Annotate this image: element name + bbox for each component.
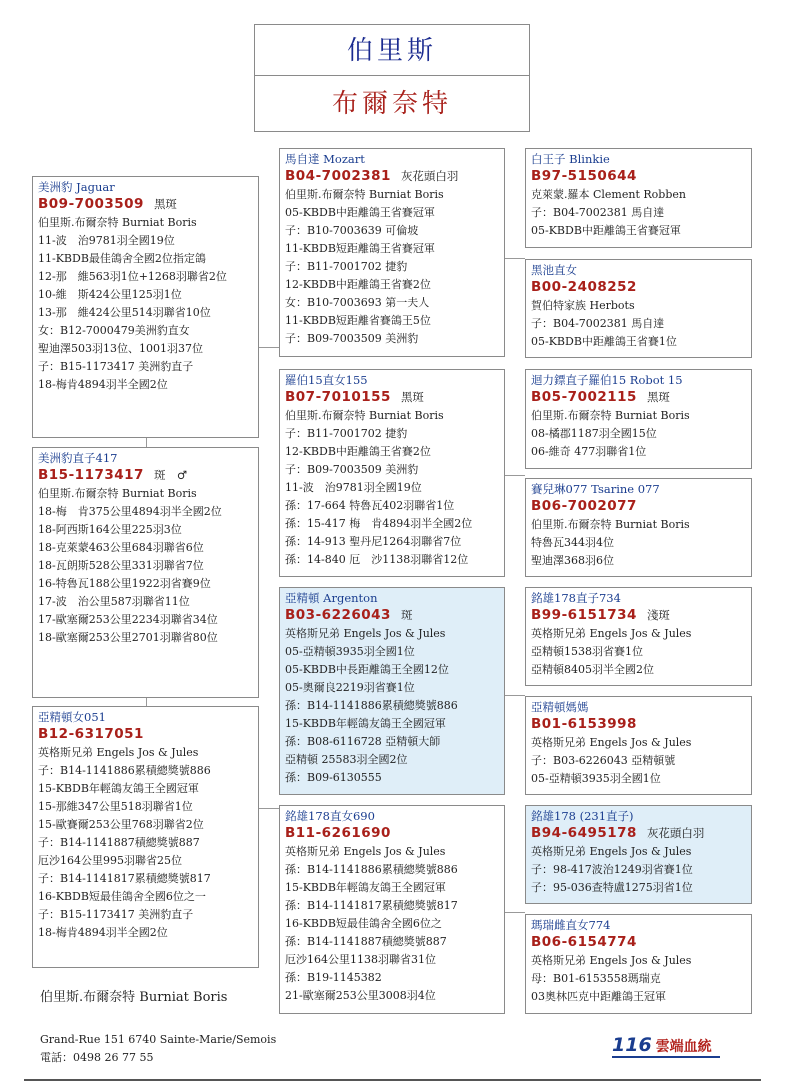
owner-first-name: 伯里斯 <box>254 24 530 76</box>
pedigree-line: 子：B04-7002381 馬自達 <box>531 317 665 330</box>
ring-number: B11-6261690 <box>285 825 391 841</box>
pedigree-line: 子：B14-1141887積總獎號887 <box>38 836 200 849</box>
pigeon-name: 白王子 Blinkie <box>531 152 610 166</box>
pigeon-name: 瑪瑞雌直女774 <box>531 918 611 932</box>
pigeon-color: 黑斑 <box>400 390 424 404</box>
pedigree-line: 厄沙164公里1138羽聯省31位 <box>285 953 436 966</box>
pigeon-color: 淺斑 <box>646 608 670 622</box>
pedigree-line: 聖迪澤368羽6位 <box>531 554 614 567</box>
pigeon-color: 黑斑 <box>646 390 670 404</box>
pedigree-line: 05-奧爾良2219羽省賽1位 <box>285 681 415 694</box>
connector <box>146 698 147 706</box>
pedigree-line: 11-波 治9781羽全國19位 <box>285 481 422 494</box>
pedigree-line: 伯里斯.布爾奈特 Burniat Boris <box>38 487 197 500</box>
pedigree-line: 孫：15-417 梅 肯4894羽半全國2位 <box>285 517 473 530</box>
pedigree-line: 子：B11-7001702 捷豹 <box>285 427 408 440</box>
pedigree-line: 亞精頓 25583羽全國2位 <box>285 753 408 766</box>
pedigree-line: 孫：B14-1141886累積總獎號886 <box>285 863 458 876</box>
pedigree-line: 伯里斯.布爾奈特 Burniat Boris <box>531 409 690 422</box>
pedigree-line: 15-KBDB年輕鴿友鴿王全國冠軍 <box>285 717 446 730</box>
pedigree-line: 11-KBDB短距離鴿王省賽冠軍 <box>285 242 435 255</box>
pedigree-line: 孫：17-664 特魯瓦402羽聯省1位 <box>285 499 455 512</box>
pigeon-name: 黑池直女 <box>531 263 577 277</box>
logo-text: 雲端血統 <box>655 1039 712 1055</box>
pedigree-line: 11-KBDB最佳鴿舍全國2位指定鴿 <box>38 252 206 265</box>
pedigree-box-sire <box>32 176 259 438</box>
pedigree-line: 子：95-036查特盧1275羽省1位 <box>531 881 693 894</box>
pedigree-line: 05-亞精頓3935羽全國1位 <box>531 772 661 785</box>
pedigree-line: 18-歐塞爾253公里2701羽聯省80位 <box>38 631 218 644</box>
pedigree-line: 孫：B14-1141817累積總獎號817 <box>285 899 458 912</box>
page-divider <box>24 1079 761 1081</box>
connector <box>505 695 525 696</box>
owner-last-name: 布爾奈特 <box>254 76 530 132</box>
pedigree-box-ggp-5 <box>525 587 752 686</box>
logo-underline <box>612 1056 720 1058</box>
pedigree-line: 16-KBDB短最佳鴿舍全國6位之 <box>285 917 442 930</box>
pedigree-box-sire-dam <box>279 369 505 577</box>
pedigree-line: 18-瓦朗斯528公里331羽聯省7位 <box>38 559 204 572</box>
pedigree-line: 子：B03-6226043 亞精頓號 <box>531 754 676 767</box>
pigeon-name: 銘雄178直女690 <box>285 809 375 823</box>
pedigree-line: 05-KBDB中距離鴿王省賽冠軍 <box>285 206 435 219</box>
pedigree-box-ggp-2 <box>525 259 752 358</box>
pedigree-box-sire-sire <box>279 148 505 357</box>
pedigree-line: 12-KBDB中距離鴿王省賽2位 <box>285 278 431 291</box>
pedigree-line: 英格斯兄弟 Engels Jos & Jules <box>285 627 446 640</box>
pedigree-line: 英格斯兄弟 Engels Jos & Jules <box>531 627 692 640</box>
breeder-contact <box>40 1031 276 1067</box>
connector <box>505 258 525 259</box>
ring-number: B03-6226043 <box>285 607 391 623</box>
pedigree-line: 15-KBDB年輕鴿友鴿王全國冠軍 <box>285 881 446 894</box>
pedigree-line: 孫：B14-1141887積總獎號887 <box>285 935 447 948</box>
pedigree-line: 克萊蒙.羅本 Clement Robben <box>531 188 686 201</box>
pedigree-line: 亞精頓1538羽省賽1位 <box>531 645 643 658</box>
breeder-name: 伯里斯.布爾奈特 Burniat Boris <box>40 990 228 1005</box>
pedigree-line: 16-特魯瓦188公里1922羽省賽9位 <box>38 577 211 590</box>
pigeon-name: 馬自達 Mozart <box>285 152 365 166</box>
pigeon-name: 賽兒琳077 Tsarine 077 <box>531 482 660 496</box>
pedigree-line: 英格斯兄弟 Engels Jos & Jules <box>38 746 199 759</box>
pedigree-line: 12-KBDB中距離鴿王省賽2位 <box>285 445 431 458</box>
pedigree-line: 18-克萊蒙463公里684羽聯省6位 <box>38 541 204 554</box>
ring-number: B09-7003509 <box>38 196 144 212</box>
pedigree-line: 子：B14-1141817累積總獎號817 <box>38 872 211 885</box>
pedigree-line: 伯里斯.布爾奈特 Burniat Boris <box>38 216 197 229</box>
pedigree-line: 13-那 維424公里514羽聯省10位 <box>38 306 211 319</box>
pedigree-box-subject <box>32 447 259 698</box>
pedigree-line: 子：B15-1173417 美洲豹直子 <box>38 360 194 373</box>
pedigree-line: 孫：B08-6116728 亞精頓大師 <box>285 735 441 748</box>
connector <box>505 475 525 476</box>
pedigree-line: 母：B01-6153558瑪瑞克 <box>531 972 661 985</box>
pedigree-line: 05-KBDB中距離鴿王省賽冠軍 <box>531 224 681 237</box>
ring-number: B06-7002077 <box>531 498 637 514</box>
pedigree-line: 08-橘郡1187羽全國15位 <box>531 427 657 440</box>
pedigree-line: 10-維 斯424公里125羽1位 <box>38 288 182 301</box>
pedigree-line: 17-波 治公里587羽聯省11位 <box>38 595 190 608</box>
pedigree-line: 18-梅肯4894羽半全國2位 <box>38 926 168 939</box>
pedigree-line: 子：B11-7001702 捷豹 <box>285 260 408 273</box>
ring-number: B12-6317051 <box>38 726 144 742</box>
pedigree-line: 17-歐塞爾253公里2234羽聯省34位 <box>38 613 218 626</box>
ring-number: B94-6495178 <box>531 825 637 841</box>
pedigree-box-ggp-4 <box>525 478 752 577</box>
brand-logo <box>612 1034 712 1056</box>
pedigree-line: 子：B15-1173417 美洲豹直子 <box>38 908 194 921</box>
pedigree-box-ggp-1 <box>525 148 752 248</box>
pedigree-line: 15-那維347公里518羽聯省1位 <box>38 800 193 813</box>
pedigree-line: 03奧林匹克中距離鴿王冠軍 <box>531 990 666 1003</box>
pedigree-line: 子：B09-7003509 美洲豹 <box>285 463 419 476</box>
pedigree-box-dam-dam <box>279 805 505 1014</box>
pedigree-line: 05-KBDB中距離鴿王省賽1位 <box>531 335 677 348</box>
ring-number: B07-7010155 <box>285 389 391 405</box>
pedigree-line: 15-KBDB年輕鴿友鴿王全國冠軍 <box>38 782 199 795</box>
pedigree-box-ggp-8 <box>525 914 752 1014</box>
pedigree-line: 伯里斯.布爾奈特 Burniat Boris <box>285 188 444 201</box>
pedigree-line: 孫：B09-6130555 <box>285 771 382 784</box>
logo-number: 116 <box>612 1034 652 1056</box>
pedigree-line: 英格斯兄弟 Engels Jos & Jules <box>531 845 692 858</box>
pigeon-name: 羅伯15直女155 <box>285 373 368 387</box>
connector <box>505 912 525 913</box>
pedigree-line: 孫：B14-1141886累積總獎號886 <box>285 699 458 712</box>
pedigree-line: 子：B04-7002381 馬自達 <box>531 206 665 219</box>
pedigree-line: 15-歐賽爾253公里768羽聯省2位 <box>38 818 204 831</box>
pedigree-box-ggp-7 <box>525 805 752 904</box>
pigeon-color: 黑斑 <box>153 197 177 211</box>
pigeon-name: 銘雄178 (231直子) <box>531 809 634 823</box>
pedigree-line: 孫：B19-1145382 <box>285 971 382 984</box>
pedigree-line: 11-波 治9781羽全國19位 <box>38 234 175 247</box>
pedigree-line: 賀伯特家族 Herbots <box>531 299 635 312</box>
ring-number: B01-6153998 <box>531 716 637 732</box>
pedigree-line: 英格斯兄弟 Engels Jos & Jules <box>531 954 692 967</box>
breeder-phone: 電話：0498 26 77 55 <box>40 1051 154 1064</box>
pedigree-line: 子：98-417波治1249羽省賽1位 <box>531 863 693 876</box>
pigeon-name: 銘雄178直子734 <box>531 591 621 605</box>
pedigree-line: 12-那 維563羽1位+1268羽聯省2位 <box>38 270 227 283</box>
pigeon-name: 美洲豹 Jaguar <box>38 180 115 194</box>
pedigree-line: 18-阿西斯164公里225羽3位 <box>38 523 182 536</box>
pigeon-name: 亞精頓女051 <box>38 710 106 724</box>
ring-number: B99-6151734 <box>531 607 637 623</box>
pedigree-line: 子：B10-7003639 可倫坡 <box>285 224 419 237</box>
pedigree-line: 18-梅肯4894羽半全國2位 <box>38 378 168 391</box>
pigeon-name: 迴力鏢直子羅伯15 Robot 15 <box>531 373 683 387</box>
pedigree-line: 05-KBDB中長距離鴿王全國12位 <box>285 663 449 676</box>
pedigree-line: 英格斯兄弟 Engels Jos & Jules <box>285 845 446 858</box>
pedigree-box-ggp-3 <box>525 369 752 469</box>
breeder-address: Grand-Rue 151 6740 Sainte-Marie/Semois <box>40 1033 277 1046</box>
ring-number: B97-5150644 <box>531 168 637 184</box>
pigeon-color: 灰花頭白羽 <box>400 169 459 183</box>
pedigree-line: 孫：14-913 聖丹尼1264羽聯省7位 <box>285 535 462 548</box>
pedigree-line: 11-KBDB短距離省賽鴿王5位 <box>285 314 431 327</box>
pigeon-color: 斑 ♂ <box>153 468 188 482</box>
ring-number: B15-1173417 <box>38 467 144 483</box>
connector <box>259 347 279 348</box>
pedigree-box-ggp-6 <box>525 696 752 795</box>
pigeon-name: 美洲豹直子417 <box>38 451 118 465</box>
pedigree-line: 女：B12-7000479美洲豹直女 <box>38 324 190 337</box>
pedigree-line: 18-梅 肯375公里4894羽半全國2位 <box>38 505 222 518</box>
ring-number: B06-6154774 <box>531 934 637 950</box>
pigeon-name: 亞精頓 Argenton <box>285 591 378 605</box>
ring-number: B00-2408252 <box>531 279 637 295</box>
pedigree-box-dam-sire <box>279 587 505 795</box>
pedigree-line: 16-KBDB短最佳鴿舍全國6位之一 <box>38 890 206 903</box>
connector <box>259 808 279 809</box>
pedigree-line: 伯里斯.布爾奈特 Burniat Boris <box>531 518 690 531</box>
pedigree-line: 女：B10-7003693 第一夫人 <box>285 296 430 309</box>
pedigree-line: 聖迪澤503羽13位、1001羽37位 <box>38 342 203 355</box>
pigeon-name: 亞精頓媽媽 <box>531 700 589 714</box>
pedigree-line: 05-亞精頓3935羽全國1位 <box>285 645 415 658</box>
pedigree-box-dam <box>32 706 259 968</box>
pigeon-color: 灰花頭白羽 <box>646 826 705 840</box>
pedigree-line: 子：B14-1141886累積總獎號886 <box>38 764 211 777</box>
ring-number: B05-7002115 <box>531 389 637 405</box>
pedigree-line: 子：B09-7003509 美洲豹 <box>285 332 419 345</box>
ring-number: B04-7002381 <box>285 168 391 184</box>
pedigree-line: 孫：14-840 厄 沙1138羽聯省12位 <box>285 553 469 566</box>
pedigree-line: 06-維奇 477羽聯省1位 <box>531 445 647 458</box>
pedigree-line: 21-歐塞爾253公里3008羽4位 <box>285 989 436 1002</box>
connector <box>146 438 147 447</box>
pedigree-line: 伯里斯.布爾奈特 Burniat Boris <box>285 409 444 422</box>
pedigree-line: 厄沙164公里995羽聯省25位 <box>38 854 182 867</box>
pedigree-line: 特魯瓦344羽4位 <box>531 536 614 549</box>
pedigree-line: 亞精頓8405羽半全國2位 <box>531 663 654 676</box>
pedigree-line: 英格斯兄弟 Engels Jos & Jules <box>531 736 692 749</box>
pigeon-color: 斑 <box>400 608 413 622</box>
